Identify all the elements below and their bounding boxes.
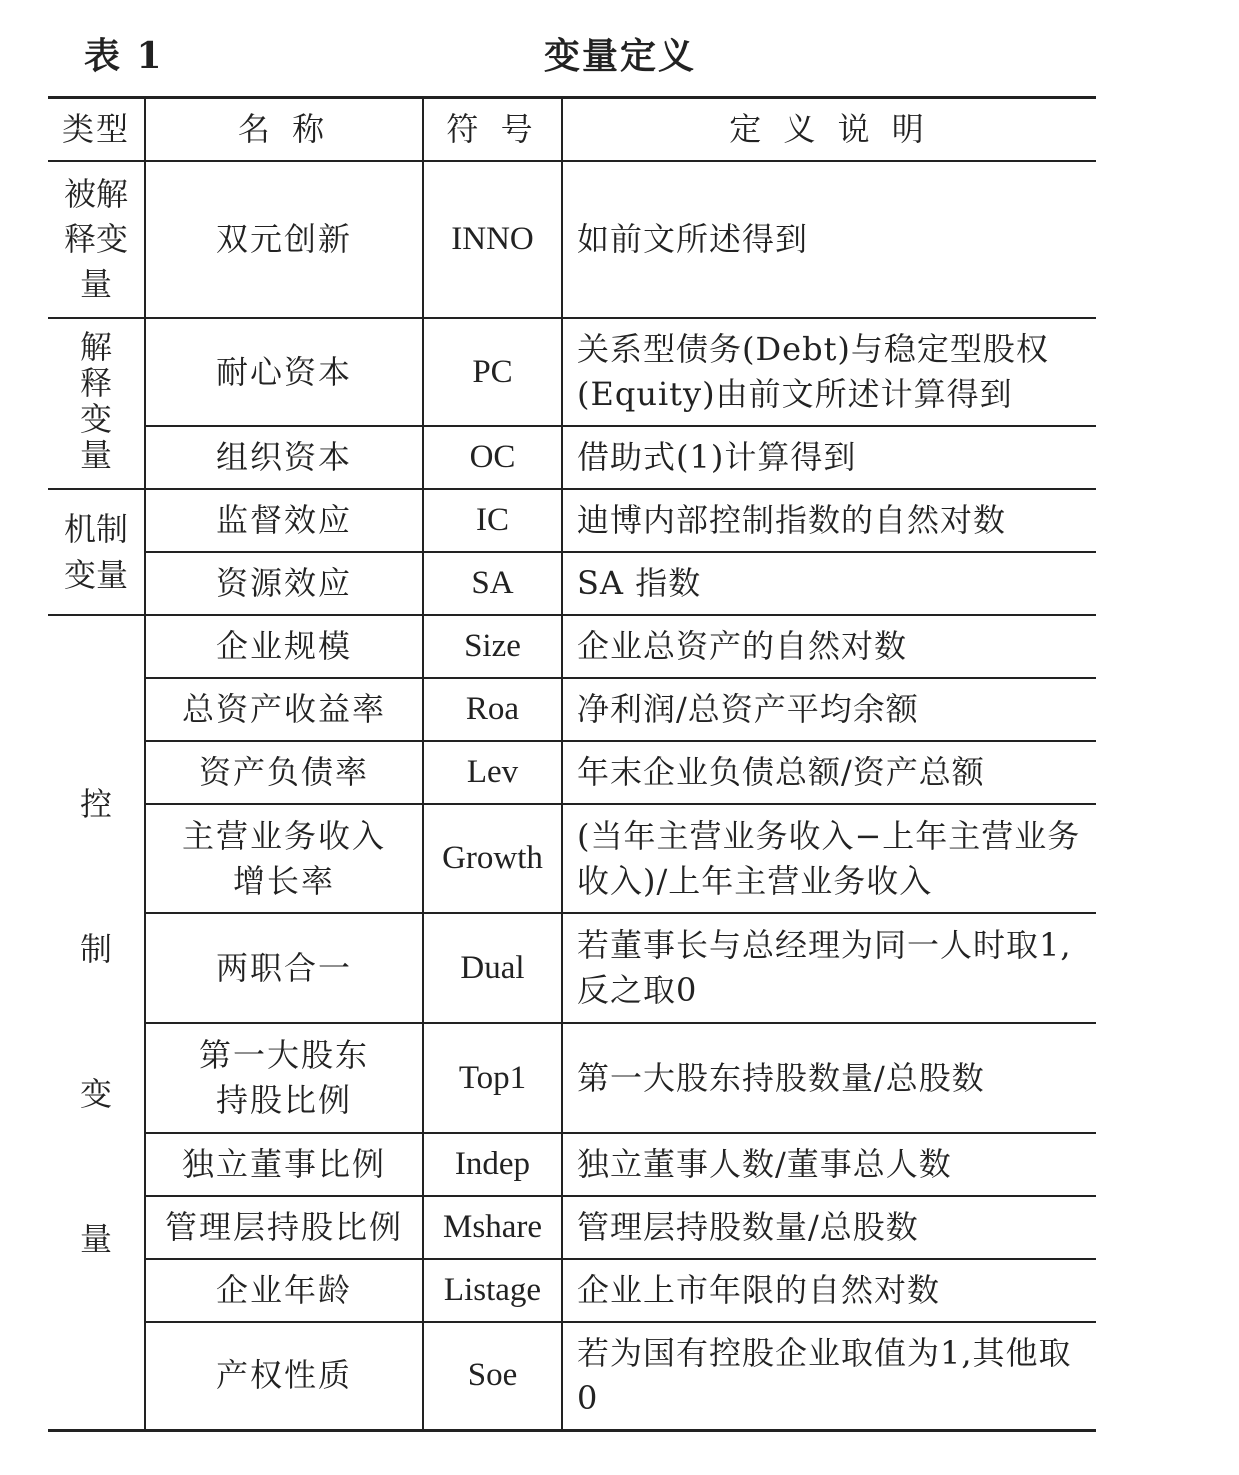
table-row — [48, 1196, 1096, 1259]
table-row — [48, 1133, 1096, 1196]
var-definition: 企业上市年限的自然对数 — [562, 1259, 1096, 1322]
var-name: 组织资本 — [145, 426, 423, 489]
variable-definition-table — [48, 96, 1096, 1432]
table-row — [48, 318, 1096, 426]
group-label: 解释变量 — [79, 328, 112, 474]
var-name: 主营业务收入增长率 — [145, 804, 423, 913]
var-symbol: Soe — [423, 1322, 562, 1430]
var-name: 企业规模 — [145, 615, 423, 678]
var-definition: 第一大股东持股数量/总股数 — [562, 1023, 1096, 1133]
var-definition: 管理层持股数量/总股数 — [562, 1196, 1096, 1259]
var-name: 企业年龄 — [145, 1259, 423, 1322]
table-row — [48, 1259, 1096, 1322]
table-title: 变量定义 — [543, 35, 696, 77]
group-label: 机制变量 — [63, 510, 128, 594]
var-definition: 迪博内部控制指数的自然对数 — [562, 489, 1096, 552]
var-symbol: IC — [423, 489, 562, 552]
table-row — [48, 1023, 1096, 1133]
var-definition: 若董事长与总经理为同一人时取1,反之取0 — [562, 913, 1096, 1023]
var-name: 耐心资本 — [145, 318, 423, 426]
table-row — [48, 426, 1096, 489]
table-row — [48, 741, 1096, 804]
var-name: 双元创新 — [145, 161, 423, 318]
table-row — [48, 804, 1096, 913]
var-definition: 如前文所述得到 — [562, 161, 1096, 318]
group-mechanism — [48, 489, 145, 615]
table-row — [48, 489, 1096, 552]
var-name: 资产负债率 — [145, 741, 423, 804]
table-row — [48, 678, 1096, 741]
var-name: 管理层持股比例 — [145, 1196, 423, 1259]
var-symbol: Dual — [423, 913, 562, 1023]
var-name: 总资产收益率 — [145, 678, 423, 741]
column-header-definition: 定 义 说 明 — [562, 98, 1096, 162]
var-definition: SA 指数 — [562, 552, 1096, 615]
var-symbol: Mshare — [423, 1196, 562, 1259]
var-name: 独立董事比例 — [145, 1133, 423, 1196]
var-name: 监督效应 — [145, 489, 423, 552]
var-symbol: Size — [423, 615, 562, 678]
var-symbol: OC — [423, 426, 562, 489]
var-symbol: Indep — [423, 1133, 562, 1196]
var-symbol: PC — [423, 318, 562, 426]
table-number: 表 1 — [84, 35, 164, 77]
var-name: 两职合一 — [145, 913, 423, 1023]
table-row — [48, 615, 1096, 678]
var-name: 第一大股东持股比例 — [145, 1023, 423, 1133]
var-definition: 净利润/总资产平均余额 — [562, 678, 1096, 741]
group-dependent — [48, 161, 145, 318]
var-symbol: INNO — [423, 161, 562, 318]
var-symbol: SA — [423, 552, 562, 615]
var-name: 资源效应 — [145, 552, 423, 615]
column-header-symbol: 符 号 — [423, 98, 562, 162]
var-definition: 企业总资产的自然对数 — [562, 615, 1096, 678]
var-definition: 关系型债务(Debt)与稳定型股权(Equity)由前文所述计算得到 — [562, 318, 1096, 426]
var-definition: 独立董事人数/董事总人数 — [562, 1133, 1096, 1196]
table-row — [48, 161, 1096, 318]
table-row — [48, 552, 1096, 615]
var-definition: 若为国有控股企业取值为1,其他取0 — [562, 1322, 1096, 1430]
var-definition: (当年主营业务收入−上年主营业务收入)/上年主营业务收入 — [562, 804, 1096, 913]
table-row — [48, 1322, 1096, 1430]
var-definition: 借助式(1)计算得到 — [562, 426, 1096, 489]
var-symbol: Listage — [423, 1259, 562, 1322]
var-definition: 年末企业负债总额/资产总额 — [562, 741, 1096, 804]
group-label: 控制变量 — [79, 785, 112, 1259]
var-symbol: Lev — [423, 741, 562, 804]
table-row — [48, 913, 1096, 1023]
var-symbol: Growth — [423, 804, 562, 913]
column-header-type: 类型 — [48, 98, 145, 162]
group-label: 被解释变量 — [63, 175, 128, 303]
var-name: 产权性质 — [145, 1322, 423, 1430]
var-symbol: Roa — [423, 678, 562, 741]
group-control — [48, 615, 145, 1430]
column-header-name: 名 称 — [145, 98, 423, 162]
group-explanatory — [48, 318, 145, 489]
var-symbol: Top1 — [423, 1023, 562, 1133]
header-row — [48, 98, 1096, 162]
